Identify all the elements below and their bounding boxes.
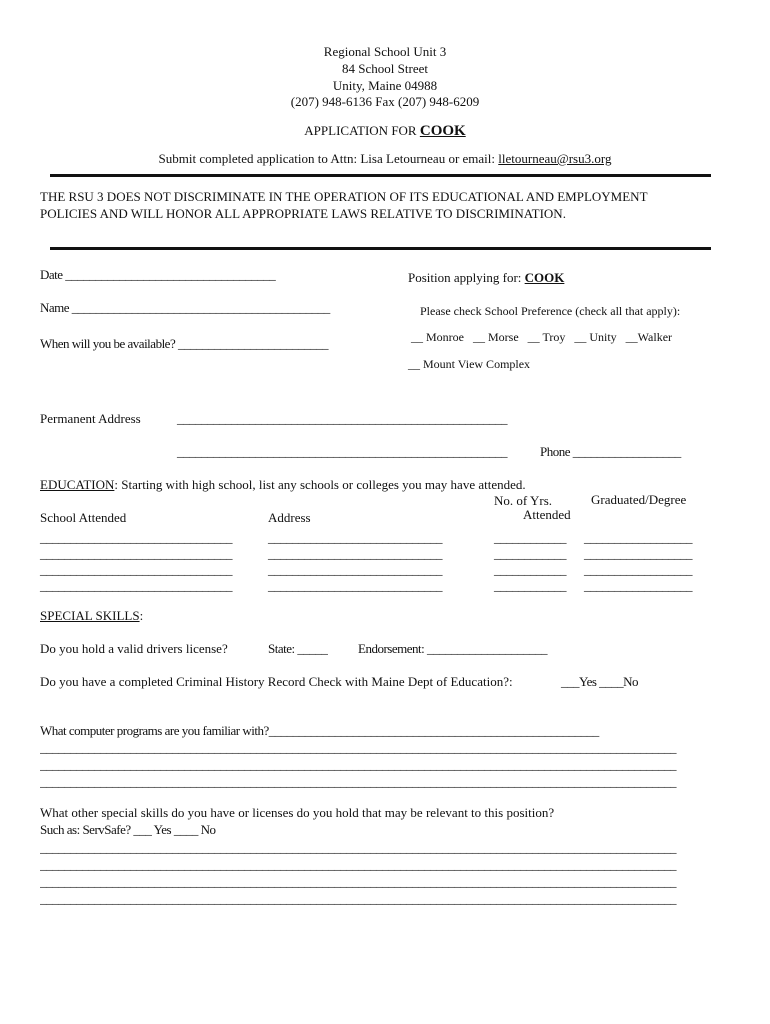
other-skills-line[interactable]: __________________________________________________________________________________________________________ (40, 874, 676, 889)
school-preference-options[interactable]: __ Monroe __ Morse __ Troy __ Unity __Walker (411, 330, 673, 344)
special-skills-heading (40, 608, 143, 624)
years-header-2: Attended (523, 507, 571, 522)
application-title-prefix: APPLICATION FOR (304, 123, 417, 138)
school-header: School Attended (40, 510, 127, 525)
notice-line-1: THE RSU 3 DOES NOT DISCRIMINATE IN THE OPERATION OF ITS EDUCATIONAL AND EMPLOYMENT (40, 189, 648, 204)
availability-field[interactable]: When will you be available? _________________________ (40, 336, 328, 351)
license-question: Do you hold a valid drivers license? (40, 641, 228, 656)
application-title (0, 123, 770, 140)
edu-years-field[interactable]: ____________ (494, 546, 566, 561)
edu-address-field[interactable]: _____________________________ (268, 530, 442, 545)
edu-years-field[interactable]: ____________ (494, 578, 566, 593)
other-skills-line[interactable]: __________________________________________________________________________________________________________ (40, 840, 676, 855)
edu-school-field[interactable]: ________________________________ (40, 562, 232, 577)
edu-address-field[interactable]: _____________________________ (268, 578, 442, 593)
servsafe-question[interactable]: Such as: ServSafe? ___ Yes ____ No (40, 822, 216, 837)
school-preference-label: Please check School Preference (check all that apply): (420, 304, 681, 318)
edu-years-field[interactable]: ____________ (494, 530, 566, 545)
edu-school-field[interactable]: ________________________________ (40, 578, 232, 593)
address-header: Address (268, 510, 311, 525)
submit-text: Submit completed application to Attn: Lisa Letourneau or email: (158, 151, 496, 166)
special-skills-title: SPECIAL SKILLS (40, 608, 140, 623)
org-city: Unity, Maine 04988 (332, 78, 438, 93)
edu-years-field[interactable]: ____________ (494, 562, 566, 577)
computer-programs-field[interactable]: What computer programs are you familiar with?_______________________________________________________ (40, 723, 599, 738)
other-skills-question: What other special skills do you have or licenses do you hold that may be relevant to this position? (40, 805, 555, 820)
submit-instructions (0, 151, 770, 167)
other-skills-line[interactable]: __________________________________________________________________________________________________________ (40, 857, 676, 872)
permanent-address-label: Permanent Address (40, 411, 141, 426)
org-phone-fax: (207) 948-6136 Fax (207) 948-6209 (290, 94, 480, 109)
contact-email-link[interactable]: lletourneau@rsu3.org (498, 151, 612, 166)
education-heading: EDUCATION (40, 477, 115, 492)
computer-programs-line[interactable]: __________________________________________________________________________________________________________ (40, 774, 676, 789)
education-instructions-text: : Starting with high school, list any schools or colleges you may have attended. (114, 477, 526, 492)
edu-degree-field[interactable]: __________________ (584, 530, 692, 545)
criminal-check-answer[interactable]: ___Yes ____No (561, 674, 639, 689)
edu-degree-field[interactable]: __________________ (584, 578, 692, 593)
license-endorsement-field[interactable]: Endorsement: ____________________ (358, 641, 547, 656)
other-skills-line[interactable]: __________________________________________________________________________________________________________ (40, 891, 676, 906)
application-title-position: COOK (419, 123, 466, 139)
special-skills-colon: : (139, 608, 144, 623)
address-line-2-field[interactable]: _______________________________________________________ (177, 444, 507, 459)
name-field[interactable]: Name ___________________________________________ (40, 300, 330, 315)
position-applying (408, 270, 564, 286)
edu-school-field[interactable]: ________________________________ (40, 546, 232, 561)
school-preference-mount-view[interactable]: __ Mount View Complex (408, 357, 531, 371)
criminal-check-question: Do you have a completed Criminal History Record Check with Maine Dept of Education?: (40, 674, 513, 689)
address-line-1-field[interactable]: _______________________________________________________ (177, 411, 507, 426)
date-field[interactable]: Date ___________________________________ (40, 267, 276, 282)
edu-address-field[interactable]: _____________________________ (268, 546, 442, 561)
edu-degree-field[interactable]: __________________ (584, 562, 692, 577)
position-label: Position applying for: (408, 270, 522, 285)
edu-degree-field[interactable]: __________________ (584, 546, 692, 561)
computer-programs-line[interactable]: __________________________________________________________________________________________________________ (40, 740, 676, 755)
header-divider (50, 174, 711, 177)
notice-divider (50, 247, 711, 250)
phone-field[interactable]: Phone __________________ (540, 444, 681, 459)
edu-school-field[interactable]: ________________________________ (40, 530, 232, 545)
position-value: COOK (524, 270, 565, 285)
years-header-1: No. of Yrs. (494, 493, 553, 508)
org-street: 84 School Street (342, 61, 428, 76)
computer-programs-line[interactable]: __________________________________________________________________________________________________________ (40, 757, 676, 772)
edu-address-field[interactable]: _____________________________ (268, 562, 442, 577)
notice-line-2: POLICIES AND WILL HONOR ALL APPROPRIATE LAWS RELATIVE TO DISCRIMINATION. (40, 206, 566, 221)
education-instructions (40, 477, 526, 493)
degree-header: Graduated/Degree (591, 492, 687, 507)
org-name: Regional School Unit 3 (323, 44, 447, 59)
license-state-field[interactable]: State: _____ (268, 641, 328, 656)
